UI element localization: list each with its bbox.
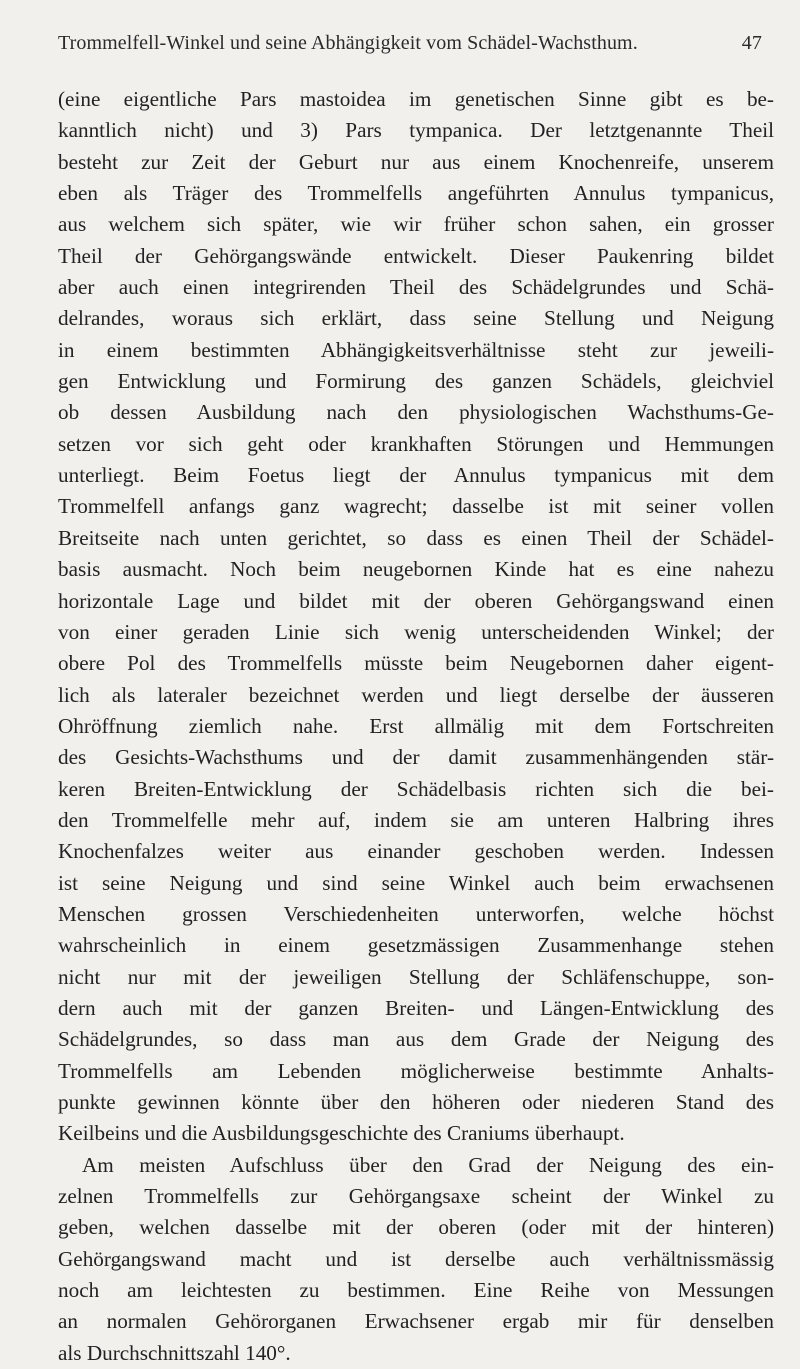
text-line: delrandes, woraus sich erklärt, dass seine Stellung und Neigung bbox=[58, 306, 774, 331]
text-line: keren Breiten-Entwicklung der Schädelbasis richten sich die bei- bbox=[58, 776, 774, 801]
text-line: dern auch mit der ganzen Breiten- und Längen-Entwicklung des bbox=[58, 995, 774, 1020]
text-line: gen Entwicklung und Formirung des ganzen Schädels, gleichviel bbox=[58, 369, 774, 394]
text-line: horizontale Lage und bildet mit der oberen Gehörgangswand einen bbox=[58, 588, 774, 613]
text-line: punkte gewinnen könnte über den höheren oder niederen Stand des bbox=[58, 1090, 774, 1114]
text-line: setzen vor sich geht oder krankhaften Störungen und Hemmungen bbox=[58, 431, 774, 456]
text-line: in einem bestimmten Abhängigkeitsverhältnisse steht zur jeweili- bbox=[58, 337, 774, 362]
text-line: des Gesichts-Wachsthums und der damit zusammenhängenden stär- bbox=[58, 745, 774, 770]
text-line: ob dessen Ausbildung nach den physiologischen Wachsthums-Ge- bbox=[58, 400, 774, 425]
text-line: unterliegt. Beim Foetus liegt der Annulus tympanicus mit dem bbox=[58, 463, 774, 488]
text-line: Trommelfell anfangs ganz wagrecht; dasselbe ist mit seiner vollen bbox=[58, 494, 774, 519]
text-line: nicht nur mit der jeweiligen Stellung der Schläfenschuppe, son- bbox=[58, 964, 774, 989]
text-line: geben, welchen dasselbe mit der oberen (oder mit der hinteren) bbox=[58, 1215, 774, 1240]
text-line: Trommelfells am Lebenden möglicherweise bestimmte Anhalts- bbox=[58, 1058, 774, 1083]
text-line: den Trommelfelle mehr auf, indem sie am unteren Halbring ihres bbox=[58, 807, 774, 832]
paragraph-first-line: Am meisten Aufschluss über den Grad der Neigung des ein- bbox=[82, 1152, 774, 1177]
running-header-title: Trommelfell-Winkel und seine Abhängigkeit vom Schädel-Wachsthum. bbox=[58, 32, 638, 54]
text-line: noch am leichtesten zu bestimmen. Eine Reihe von Messungen bbox=[58, 1278, 774, 1303]
text-line: zelnen Trommelfells zur Gehörgangsaxe scheint der Winkel zu bbox=[58, 1184, 774, 1209]
text-line: kanntlich nicht) und 3) Pars tympanica. Der letztgenannte Theil bbox=[58, 118, 774, 143]
text-line: wahrscheinlich in einem gesetzmässigen Zusammenhange stehen bbox=[58, 933, 774, 958]
text-line: Knochenfalzes weiter aus einander geschoben werden. Indessen bbox=[58, 839, 774, 864]
text-line: an normalen Gehörorganen Erwachsener ergab mir für denselben bbox=[58, 1309, 774, 1334]
text-line: (eine eigentliche Pars mastoidea im genetischen Sinne gibt es be- bbox=[58, 87, 774, 111]
text-line: Schädelgrundes, so dass man aus dem Grade der Neigung des bbox=[58, 1027, 774, 1052]
body-text bbox=[58, 84, 774, 1369]
text-line: Breitseite nach unten gerichtet, so dass es einen Theil der Schädel- bbox=[58, 525, 774, 550]
text-line: obere Pol des Trommelfells müsste beim Neugebornen daher eigent- bbox=[58, 651, 774, 676]
text-line: besteht zur Zeit der Geburt nur aus einem Knochenreife, unserem bbox=[58, 149, 774, 174]
text-line: Theil der Gehörgangswände entwickelt. Dieser Paukenring bildet bbox=[58, 243, 774, 268]
text-line: ist seine Neigung und sind seine Winkel auch beim erwachsenen bbox=[58, 870, 774, 895]
text-line: lich als lateraler bezeichnet werden und liegt derselbe der äusseren bbox=[58, 682, 774, 707]
text-line: aus welchem sich später, wie wir früher schon sahen, ein grosser bbox=[58, 212, 774, 237]
text-line: Menschen grossen Verschiedenheiten unterworfen, welche höchst bbox=[58, 901, 774, 926]
text-line: von einer geraden Linie sich wenig unterscheidenden Winkel; der bbox=[58, 619, 774, 644]
text-line: Gehörgangswand macht und ist derselbe auch verhältnissmässig bbox=[58, 1246, 774, 1271]
text-line: Keilbeins und die Ausbildungsgeschichte des Craniums überhaupt. bbox=[58, 1121, 625, 1146]
page-number: 47 bbox=[741, 32, 762, 54]
running-header bbox=[58, 32, 770, 62]
text-line: Ohröffnung ziemlich nahe. Erst allmälig mit dem Fortschreiten bbox=[58, 713, 774, 738]
text-line: basis ausmacht. Noch beim neugebornen Kinde hat es eine nahezu bbox=[58, 557, 774, 582]
text-line: eben als Träger des Trommelfells angeführten Annulus tympanicus, bbox=[58, 181, 774, 206]
text-line: als Durchschnittszahl 140°. bbox=[58, 1340, 291, 1365]
text-line: aber auch einen integrirenden Theil des Schädelgrundes und Schä- bbox=[58, 275, 774, 300]
